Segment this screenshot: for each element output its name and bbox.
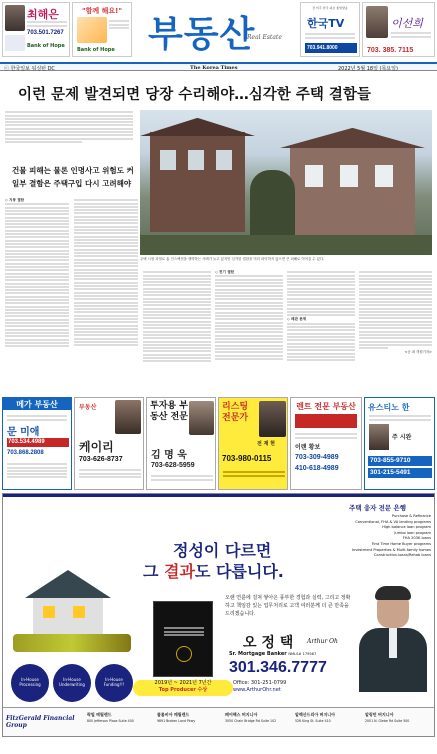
masthead-agent-ad[interactable] (362, 2, 435, 57)
award-book (153, 601, 213, 677)
mid-ad-kim[interactable] (146, 397, 216, 490)
mortgage-tag: 주택 융자 전문 은행 (349, 504, 407, 512)
article-column-2 (74, 198, 138, 393)
process-funding: In-House Funding!!! (95, 664, 133, 702)
han-phone2: 301-215-5491 (368, 468, 432, 478)
article-intro (5, 110, 133, 158)
article-column-5 (287, 270, 355, 392)
mid-ad-kay[interactable] (74, 397, 144, 490)
kay-photo (115, 400, 141, 434)
agent-phone: 703.501.7267 (27, 30, 64, 36)
masthead-ktv-ad[interactable] (300, 2, 360, 57)
mega-title: 메가 부동산 (3, 398, 71, 410)
arthur-office: Office: 301-251-0799 (233, 680, 287, 686)
article-column-3 (143, 270, 211, 392)
rent-phone2: 410-618-4989 (295, 465, 339, 472)
masthead (0, 0, 437, 60)
article-column-6 (359, 270, 432, 392)
dateline-center: The Korea Times (190, 65, 238, 71)
dateline-right: 2022년 5월 18일 (목요일) (338, 66, 398, 72)
service-item: Conventional, FHA & VA lending programs (355, 519, 431, 524)
arthur-name-en: Arthur Oh (307, 638, 338, 645)
ktv-tag: 전 미주 한국 최초 종합방송 (312, 6, 348, 10)
article-subhead-2: 일부 결함은 주택구입 다시 고려해야 (12, 179, 132, 188)
kim-phone: 703-628-5959 (151, 462, 195, 469)
rent-phone: 703-309-4989 (295, 454, 339, 461)
service-item: High balance loan program (382, 525, 431, 530)
house-left (150, 132, 245, 232)
article-subhead-1: 건물 피해는 물론 인명사고 위험도 커 (12, 166, 134, 175)
process-processing: In-House Processing (11, 664, 49, 702)
service-item: First Time Home Buyer programs (371, 541, 431, 546)
mid-ad-han[interactable] (364, 397, 435, 490)
section-subtitle: Real Estate (247, 34, 282, 41)
agent2-phone: 703. 385. 7115 (367, 47, 414, 54)
bank-logo: Bank of Hope (27, 43, 65, 49)
han-phone: 703-855-9710 (368, 456, 432, 466)
mid-ad-jeon[interactable] (218, 397, 288, 490)
branch: 락빌 메릴랜드 800 Jefferson Plaza Suite 400 (87, 712, 134, 723)
section-title: 부동산 (148, 14, 256, 55)
han-title: 유스티노 한 (368, 403, 410, 412)
house-right (290, 145, 415, 235)
fitzgerald-logo: FitzGerald Financial Group (6, 715, 75, 729)
mortgage-ad[interactable] (2, 493, 435, 737)
mid-ads-row (2, 397, 435, 490)
article-photo (140, 110, 432, 255)
masthead-hope-ad[interactable] (72, 2, 132, 57)
mortgage-footer (3, 707, 434, 736)
article-column-1 (5, 198, 69, 393)
jeon-name: 전 재 현 (257, 441, 275, 447)
section-head-electric: ◇ 전기 결함 (215, 270, 235, 274)
han-photo (369, 424, 389, 450)
process-circles (11, 664, 141, 704)
ktv-name: 한국TV (307, 17, 345, 30)
mid-ad-mega[interactable] (2, 397, 72, 490)
branch: 페어팩스 버지니아 3050 Chain Bridge Rd Suite 102 (225, 712, 277, 723)
hope-image (77, 17, 107, 43)
dateline (0, 62, 437, 71)
service-item: FHA 203K loans (402, 536, 431, 541)
mortgage-headline-1: 정성이 다르면 (173, 541, 272, 560)
jeon-photo (259, 401, 286, 437)
mega-name: 문 미애 (7, 427, 40, 438)
section-head-plumbing: ◇ 배관 문제 (287, 317, 307, 322)
kay-phone: 703-626-8737 (79, 456, 123, 463)
jeon-phone: 703-980-0115 (222, 454, 272, 463)
kim-photo (189, 401, 214, 435)
agent2-name: 이선희 (391, 17, 423, 30)
jeon-title: 리스팅 전문가 (222, 402, 249, 423)
kim-name: 김 명 욱 (151, 450, 187, 461)
mortgage-services (303, 514, 431, 559)
arthur-title: Sr. Mortgage Banker NMLS# 179567 (229, 651, 317, 657)
hope-headline: "함께 해요!" (82, 7, 122, 15)
arthur-photo (355, 584, 431, 694)
branch: 알렉산드리아 버지니아 526 King St. Suite 410 (295, 712, 336, 723)
arthur-web[interactable]: www.ArthurOhr.net (233, 687, 281, 693)
article-byline: <준 최 객원기자> (404, 350, 432, 355)
branch: 콜롬비아 메릴랜드 9891 Broken Land Pkwy (157, 712, 196, 723)
award-text: 2019년 ~ 2021년 7년간 Top Producer 수상 (133, 680, 233, 696)
rent-title: 렌트 전문 부동산 (296, 402, 356, 411)
dateline-left: ⓒ 한국일보 워싱턴 DC (4, 66, 55, 72)
mega-phone: 703.534.4989 (7, 438, 69, 447)
photo-caption: 주택 시장 과열로 홈 인스펙션을 생략하는 사례가 늘고 있지만 심각한 결함을 미리 파악하지 않으면 큰 피해로 이어질 수 있다. (140, 257, 325, 261)
arthur-name-kr: 오 정 택 (243, 635, 294, 651)
agent2-photo (366, 6, 388, 38)
kim-title: 투자용 부동산 전문 (150, 401, 188, 422)
article-column-4 (215, 270, 283, 392)
kay-title: 부동산 (79, 404, 97, 411)
service-item: Investment Properties & Multi-family homes (351, 547, 431, 552)
process-underwriting: In-House Underwriting (53, 664, 91, 702)
house-coins-image (13, 554, 133, 654)
article-headline: 이런 문제 발견되면 당장 수리해야…심각한 주택 결함들 (18, 87, 371, 103)
han-name: 주 시완 (392, 434, 412, 441)
mid-ad-rent[interactable] (290, 397, 362, 490)
agent-photo (5, 5, 25, 31)
service-item: Jumbo loan program (394, 530, 431, 535)
rent-name: 이랜 황보 (295, 444, 321, 451)
masthead-left-ad[interactable] (2, 2, 70, 57)
mortgage-quote: 오랜 연륜에 걸쳐 쌓아온 풍부한 경험과 실력, 그리고 정확하고 책임감 있는 업무처리로 고객 여러분께 더 큰 만족을 드리겠습니다. (225, 595, 351, 617)
arthur-phone[interactable]: 301.346.7777 (229, 659, 327, 676)
kay-name: 케이리 (79, 440, 114, 454)
section-head-roof: ◇ 지붕 결함 (5, 198, 25, 202)
hope-logo: Bank of Hope (77, 47, 115, 53)
ktv-phone: 703.941.8000 (305, 43, 357, 53)
service-item: Construction-loans/Rehab loans (374, 553, 431, 558)
mega-phone2: 703.868.2808 (7, 450, 44, 456)
mortgage-headline-2: 그 결과도 다릅니다. (143, 562, 284, 581)
agent-name: 최해은 (27, 8, 59, 21)
service-item: Purchase & Refinance (391, 514, 431, 518)
branch: 알링턴 버지니아 2001 N. Glebe Rd Suite 500 (365, 712, 410, 723)
